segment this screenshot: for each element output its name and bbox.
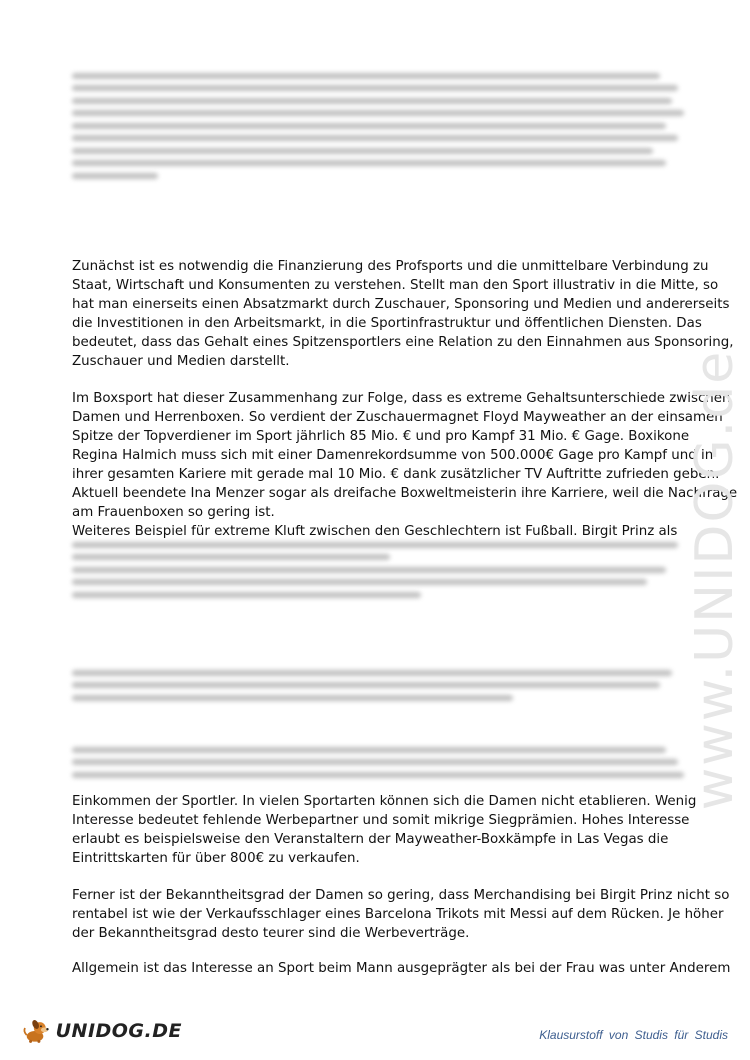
dog-icon [22, 1010, 52, 1052]
paragraph-financing [72, 257, 734, 371]
paragraph-boxing [72, 389, 738, 541]
text-line: der Bekanntheitsgrad desto teurer sind die Werbeverträge. [72, 926, 470, 941]
paragraph-interest [72, 959, 731, 978]
watermark-text: www.UNIDOG.de [685, 349, 745, 811]
text-line: Allgemein ist das Interesse an Sport beim Mann ausgeprägter als bei der Frau was unter Anderem [72, 961, 731, 976]
blurred-paragraph [72, 663, 684, 707]
paragraph-merchandising [72, 886, 730, 943]
text-line: Ferner ist der Bekanntheitsgrad der Damen so gering, dass Merchandising bei Birgit Prinz nicht so [72, 888, 730, 903]
blurred-paragraph [72, 66, 684, 185]
text-line: Interesse bedeutet fehlende Werbepartner und somit mikrige Siegprämien. Hohes Interesse [72, 813, 690, 828]
text-line: Aktuell beendete Ina Menzer sogar als dreifache Boxweltmeisterin ihre Karriere, weil die Nachfrage [72, 486, 738, 501]
text-line: Regina Halmich muss sich mit einer Damenrekordsumme von 500.000€ Gage pro Kampf und in [72, 448, 714, 463]
logo-text: UNIDOG.DE [55, 1020, 182, 1042]
text-line: Einkommen der Sportler. In vielen Sportarten können sich die Damen nicht etablieren. Wenig [72, 794, 697, 809]
text-line: Spitze der Topverdiener im Sport jährlich 85 Mio. € und pro Kampf 31 Mio. € Gage. Boxikone [72, 429, 690, 444]
paragraph-income [72, 792, 697, 868]
text-line: am Frauenboxen so gering ist. [72, 505, 275, 520]
footer-logo[interactable] [22, 1010, 182, 1052]
text-line: Zunächst ist es notwendig die Finanzierung des Profsports und die unmittelbare Verbindung zu [72, 259, 709, 274]
text-line: Damen und Herrenboxen. So verdient der Zuschauermagnet Floyd Mayweather an der einsamen [72, 410, 723, 425]
footer-tagline: Klausurstoff von Studis für Studis [539, 1028, 728, 1042]
text-line: die Investitionen in den Arbeitsmarkt, in die Sportinfrastruktur und öffentlichen Diensten. Das [72, 316, 702, 331]
text-line: hat man einerseits einen Absatzmarkt durch Zuschauer, Sponsoring und Medien und andererseits [72, 297, 730, 312]
blurred-paragraph [72, 535, 684, 604]
text-line: Staat, Wirtschaft und Konsumenten zu verstehen. Stellt man den Sport illustrativ in die Mitte, so [72, 278, 719, 293]
text-line: erlaubt es beispielsweise den Veranstaltern der Mayweather-Boxkämpfe in Las Vegas die [72, 832, 669, 847]
blurred-paragraph [72, 740, 684, 784]
text-line: Zuschauer und Medien darstellt. [72, 354, 290, 369]
text-line: rentabel ist wie der Verkaufsschlager eines Barcelona Trikots mit Messi auf dem Rücken. Je höher [72, 907, 724, 922]
text-line: Im Boxsport hat dieser Zusammenhang zur Folge, dass es extreme Gehaltsunterschiede zwischen [72, 391, 731, 406]
text-line: ihrer gesamten Kariere mit gerade mal 10 Mio. € dank zusätzlicher TV Auftritte zufrieden geben. [72, 467, 720, 482]
text-line: Eintrittskarten für über 800€ zu verkaufen. [72, 851, 360, 866]
text-line: Weiteres Beispiel für extreme Kluft zwischen den Geschlechtern ist Fußball. Birgit Prinz als [72, 524, 678, 539]
text-line: bedeutet, dass das Gehalt eines Spitzensportlers eine Relation zu den Einnahmen aus Sponsoring, [72, 335, 734, 350]
